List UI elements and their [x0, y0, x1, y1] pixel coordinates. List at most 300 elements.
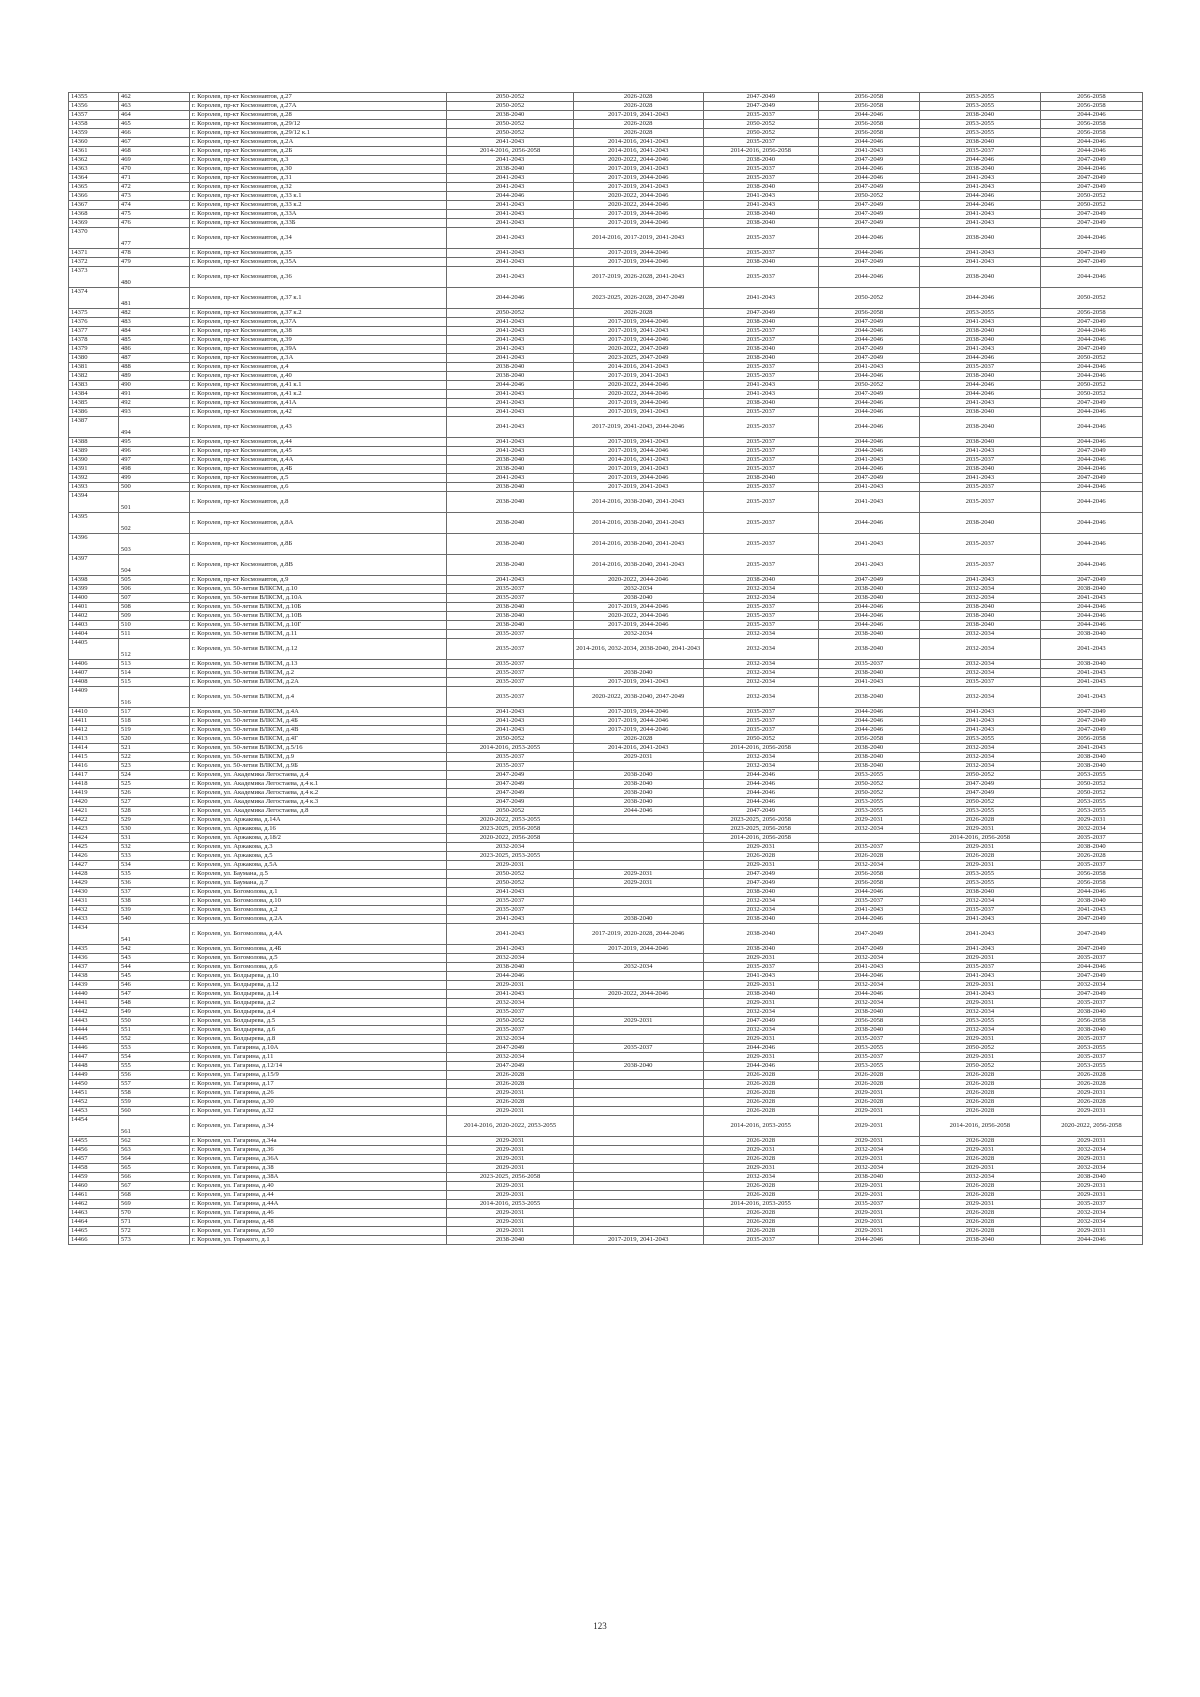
period-6-cell: 2044-2046 [1040, 336, 1142, 345]
address-cell: г. Королев, ул. Академика Легостаева, д.4 к.3 [189, 798, 446, 807]
address-cell: г. Королев, пр-кт Космонавтов, д.45 [189, 447, 446, 456]
period-5-cell: 2047-2049 [919, 789, 1040, 798]
address-cell: г. Королев, пр-кт Космонавтов, д.42 [189, 408, 446, 417]
period-6-cell: 2035-2037 [1040, 999, 1142, 1008]
table-row [69, 555, 1143, 576]
period-3-cell: 2035-2037 [703, 417, 818, 438]
table-row [69, 156, 1143, 165]
period-3-cell: 2032-2034 [703, 594, 818, 603]
period-5-cell: 2035-2037 [919, 456, 1040, 465]
table-row [69, 354, 1143, 363]
period-2-cell: 2017-2019, 2044-2046 [573, 219, 703, 228]
period-5-cell: 2032-2034 [919, 687, 1040, 708]
period-2-cell: 2017-2019, 2041-2043 [573, 372, 703, 381]
row-index-cell: 14453 [69, 1107, 119, 1116]
period-3-cell: 2029-2031 [703, 954, 818, 963]
period-2-cell [573, 972, 703, 981]
period-5-cell: 2035-2037 [919, 147, 1040, 156]
row-index-cell: 14374 [69, 288, 119, 309]
table-row [69, 1107, 1143, 1116]
address-cell: г. Королев, пр-кт Космонавтов, д.8А [189, 513, 446, 534]
period-4-cell: 2053-2055 [818, 771, 919, 780]
address-cell: г. Королев, пр-кт Космонавтов, д.41А [189, 399, 446, 408]
period-1-cell: 2035-2037 [447, 630, 573, 639]
table-row [69, 735, 1143, 744]
period-5-cell: 2047-2049 [919, 780, 1040, 789]
period-1-cell: 2029-2031 [447, 861, 573, 870]
period-4-cell: 2044-2046 [818, 447, 919, 456]
object-number-cell: 560 [118, 1107, 189, 1116]
period-3-cell: 2026-2028 [703, 1089, 818, 1098]
period-3-cell: 2026-2028 [703, 1137, 818, 1146]
table-row [69, 660, 1143, 669]
period-1-cell: 2041-2043 [447, 915, 573, 924]
period-2-cell: 2038-2040 [573, 915, 703, 924]
period-1-cell: 2032-2034 [447, 1035, 573, 1044]
table-row [69, 963, 1143, 972]
period-6-cell: 2035-2037 [1040, 1200, 1142, 1209]
period-5-cell: 2035-2037 [919, 963, 1040, 972]
period-6-cell: 2029-2031 [1040, 1182, 1142, 1191]
period-1-cell: 2014-2016, 2053-2055 [447, 1200, 573, 1209]
period-3-cell: 2035-2037 [703, 717, 818, 726]
address-cell: г. Королев, ул. 50-летия ВЛКСМ, д.11 [189, 630, 446, 639]
row-index-cell: 14390 [69, 456, 119, 465]
address-cell: г. Королев, ул. 50-летия ВЛКСМ, д.2 [189, 669, 446, 678]
period-3-cell: 2041-2043 [703, 192, 818, 201]
period-4-cell: 2029-2031 [818, 1089, 919, 1098]
period-4-cell: 2038-2040 [818, 639, 919, 660]
period-5-cell: 2053-2055 [919, 129, 1040, 138]
period-2-cell: 2017-2019, 2044-2046 [573, 399, 703, 408]
period-5-cell: 2038-2040 [919, 888, 1040, 897]
period-1-cell: 2038-2040 [447, 1236, 573, 1245]
period-1-cell: 2041-2043 [447, 354, 573, 363]
period-3-cell: 2047-2049 [703, 1017, 818, 1026]
period-1-cell: 2041-2043 [447, 267, 573, 288]
period-6-cell: 2041-2043 [1040, 744, 1142, 753]
period-5-cell: 2041-2043 [919, 726, 1040, 735]
row-index-cell: 14439 [69, 981, 119, 990]
row-index-cell: 14450 [69, 1080, 119, 1089]
row-index-cell: 14369 [69, 219, 119, 228]
period-6-cell: 2047-2049 [1040, 924, 1142, 945]
period-5-cell: 2041-2043 [919, 210, 1040, 219]
object-number-cell: 484 [118, 327, 189, 336]
period-5-cell: 2038-2040 [919, 438, 1040, 447]
address-cell: г. Королев, ул. Болдырева, д.4 [189, 1008, 446, 1017]
table-row [69, 318, 1143, 327]
table-row [69, 621, 1143, 630]
period-3-cell: 2035-2037 [703, 1236, 818, 1245]
period-5-cell: 2014-2016, 2056-2058 [919, 1116, 1040, 1137]
period-2-cell: 2020-2022, 2044-2046 [573, 156, 703, 165]
table-row [69, 753, 1143, 762]
period-5-cell: 2035-2037 [919, 483, 1040, 492]
table-row [69, 534, 1143, 555]
period-5-cell: 2044-2046 [919, 201, 1040, 210]
period-1-cell: 2032-2034 [447, 999, 573, 1008]
period-3-cell: 2035-2037 [703, 483, 818, 492]
address-cell: г. Королев, пр-кт Космонавтов, д.35А [189, 258, 446, 267]
table-row [69, 669, 1143, 678]
period-6-cell: 2038-2040 [1040, 1008, 1142, 1017]
object-number-cell: 479 [118, 258, 189, 267]
period-1-cell: 2050-2052 [447, 93, 573, 102]
period-2-cell: 2026-2028 [573, 102, 703, 111]
period-3-cell: 2026-2028 [703, 1098, 818, 1107]
period-5-cell: 2029-2031 [919, 861, 1040, 870]
row-index-cell: 14399 [69, 585, 119, 594]
object-number-cell: 506 [118, 585, 189, 594]
period-4-cell: 2032-2034 [818, 981, 919, 990]
period-6-cell: 2032-2034 [1040, 1209, 1142, 1218]
table-row [69, 408, 1143, 417]
period-5-cell: 2053-2055 [919, 735, 1040, 744]
table-row [69, 174, 1143, 183]
period-6-cell: 2044-2046 [1040, 612, 1142, 621]
row-index-cell: 14420 [69, 798, 119, 807]
object-number-cell: 515 [118, 678, 189, 687]
period-4-cell: 2053-2055 [818, 807, 919, 816]
period-4-cell: 2029-2031 [818, 1227, 919, 1236]
period-3-cell: 2035-2037 [703, 603, 818, 612]
address-cell: г. Королев, пр-кт Космонавтов, д.43 [189, 417, 446, 438]
address-cell: г. Королев, ул. 50-летия ВЛКСМ, д.12 [189, 639, 446, 660]
period-2-cell: 2038-2040 [573, 771, 703, 780]
period-1-cell: 2041-2043 [447, 249, 573, 258]
row-index-cell: 14454 [69, 1116, 119, 1137]
period-3-cell: 2038-2040 [703, 210, 818, 219]
table-row [69, 438, 1143, 447]
period-6-cell: 2026-2028 [1040, 1080, 1142, 1089]
period-6-cell: 2047-2049 [1040, 708, 1142, 717]
period-5-cell: 2041-2043 [919, 924, 1040, 945]
period-4-cell: 2044-2046 [818, 249, 919, 258]
period-4-cell: 2056-2058 [818, 93, 919, 102]
address-cell: г. Королев, пр-кт Космонавтов, д.4А [189, 456, 446, 465]
row-index-cell: 14466 [69, 1236, 119, 1245]
table-row [69, 1227, 1143, 1236]
period-1-cell: 2050-2052 [447, 807, 573, 816]
period-2-cell: 2020-2022, 2044-2046 [573, 192, 703, 201]
table-row [69, 861, 1143, 870]
period-5-cell: 2029-2031 [919, 825, 1040, 834]
address-cell: г. Королев, пр-кт Космонавтов, д.4 [189, 363, 446, 372]
address-cell: г. Королев, ул. 50-летия ВЛКСМ, д.13 [189, 660, 446, 669]
period-6-cell: 2041-2043 [1040, 639, 1142, 660]
period-3-cell: 2041-2043 [703, 288, 818, 309]
object-number-cell: 498 [118, 465, 189, 474]
period-2-cell: 2014-2016, 2032-2034, 2038-2040, 2041-2043 [573, 639, 703, 660]
period-6-cell: 2044-2046 [1040, 555, 1142, 576]
period-6-cell: 2026-2028 [1040, 1071, 1142, 1080]
row-index-cell: 14385 [69, 399, 119, 408]
period-2-cell: 2017-2019, 2044-2046 [573, 603, 703, 612]
period-4-cell: 2029-2031 [818, 1155, 919, 1164]
period-5-cell: 2026-2028 [919, 816, 1040, 825]
period-5-cell: 2038-2040 [919, 603, 1040, 612]
address-cell: г. Королев, ул. Аржакова, д.16 [189, 825, 446, 834]
period-3-cell: 2035-2037 [703, 465, 818, 474]
row-index-cell: 14441 [69, 999, 119, 1008]
period-6-cell: 2041-2043 [1040, 687, 1142, 708]
row-index-cell: 14382 [69, 372, 119, 381]
row-index-cell: 14464 [69, 1218, 119, 1227]
period-4-cell: 2047-2049 [818, 924, 919, 945]
period-3-cell: 2032-2034 [703, 678, 818, 687]
period-4-cell: 2050-2052 [818, 288, 919, 309]
period-4-cell: 2026-2028 [818, 1080, 919, 1089]
period-6-cell: 2047-2049 [1040, 474, 1142, 483]
period-6-cell: 2044-2046 [1040, 165, 1142, 174]
period-6-cell: 2044-2046 [1040, 456, 1142, 465]
table-row [69, 879, 1143, 888]
address-cell: г. Королев, пр-кт Космонавтов, д.39А [189, 345, 446, 354]
period-6-cell: 2056-2058 [1040, 93, 1142, 102]
table-row [69, 1071, 1143, 1080]
table-row [69, 183, 1143, 192]
period-5-cell: 2038-2040 [919, 408, 1040, 417]
period-1-cell: 2041-2043 [447, 708, 573, 717]
period-4-cell: 2032-2034 [818, 1146, 919, 1155]
period-6-cell: 2026-2028 [1040, 1098, 1142, 1107]
object-number-cell: 565 [118, 1164, 189, 1173]
object-number-cell: 471 [118, 174, 189, 183]
address-cell: г. Королев, ул. Болдырева, д.12 [189, 981, 446, 990]
period-6-cell: 2038-2040 [1040, 762, 1142, 771]
period-6-cell: 2041-2043 [1040, 594, 1142, 603]
table-row [69, 192, 1143, 201]
row-index-cell: 14436 [69, 954, 119, 963]
object-number-cell: 507 [118, 594, 189, 603]
row-index-cell: 14465 [69, 1227, 119, 1236]
period-1-cell: 2041-2043 [447, 474, 573, 483]
period-2-cell: 2017-2019, 2044-2046 [573, 621, 703, 630]
period-2-cell: 2026-2028 [573, 93, 703, 102]
table-row [69, 456, 1143, 465]
period-1-cell: 2038-2040 [447, 456, 573, 465]
address-cell: г. Королев, ул. Гагарина, д.34 [189, 1116, 446, 1137]
address-cell: г. Королев, ул. Гагарина, д.36А [189, 1155, 446, 1164]
period-1-cell: 2044-2046 [447, 381, 573, 390]
period-2-cell: 2029-2031 [573, 879, 703, 888]
address-cell: г. Королев, ул. Аржакова, д.18/2 [189, 834, 446, 843]
row-index-cell: 14418 [69, 780, 119, 789]
period-1-cell: 2041-2043 [447, 408, 573, 417]
period-4-cell: 2035-2037 [818, 843, 919, 852]
address-cell: г. Королев, ул. Академика Легостаева, д.4 к.1 [189, 780, 446, 789]
period-1-cell: 2041-2043 [447, 447, 573, 456]
period-3-cell: 2014-2016, 2056-2058 [703, 147, 818, 156]
period-1-cell: 2026-2028 [447, 1098, 573, 1107]
address-cell: г. Королев, пр-кт Космонавтов, д.27 [189, 93, 446, 102]
table-row [69, 399, 1143, 408]
period-1-cell: 2032-2034 [447, 843, 573, 852]
table-row [69, 744, 1143, 753]
period-2-cell: 2020-2022, 2044-2046 [573, 612, 703, 621]
period-1-cell: 2026-2028 [447, 1080, 573, 1089]
table-row [69, 336, 1143, 345]
period-1-cell: 2035-2037 [447, 678, 573, 687]
object-number-cell: 563 [118, 1146, 189, 1155]
period-3-cell: 2032-2034 [703, 753, 818, 762]
address-cell: г. Королев, ул. Гагарина, д.17 [189, 1080, 446, 1089]
period-6-cell: 2056-2058 [1040, 1017, 1142, 1026]
object-number-cell: 569 [118, 1200, 189, 1209]
row-index-cell: 14426 [69, 852, 119, 861]
period-6-cell: 2047-2049 [1040, 399, 1142, 408]
period-1-cell: 2044-2046 [447, 192, 573, 201]
object-number-cell: 496 [118, 447, 189, 456]
period-6-cell: 2032-2034 [1040, 825, 1142, 834]
period-5-cell: 2038-2040 [919, 165, 1040, 174]
period-2-cell [573, 1107, 703, 1116]
address-cell: г. Королев, ул. Гагарина, д.11 [189, 1053, 446, 1062]
object-number-cell: 486 [118, 345, 189, 354]
period-3-cell: 2050-2052 [703, 120, 818, 129]
object-number-cell: 557 [118, 1080, 189, 1089]
period-4-cell: 2044-2046 [818, 708, 919, 717]
period-6-cell: 2044-2046 [1040, 417, 1142, 438]
period-1-cell: 2041-2043 [447, 318, 573, 327]
period-5-cell: 2029-2031 [919, 1035, 1040, 1044]
row-index-cell: 14372 [69, 258, 119, 267]
period-4-cell: 2041-2043 [818, 678, 919, 687]
period-6-cell: 2044-2046 [1040, 465, 1142, 474]
period-6-cell: 2047-2049 [1040, 210, 1142, 219]
period-6-cell: 2044-2046 [1040, 408, 1142, 417]
table-row [69, 999, 1143, 1008]
period-1-cell: 2038-2040 [447, 621, 573, 630]
row-index-cell: 14443 [69, 1017, 119, 1026]
table-row [69, 492, 1143, 513]
table-row [69, 1209, 1143, 1218]
period-6-cell: 2050-2052 [1040, 354, 1142, 363]
period-3-cell: 2032-2034 [703, 669, 818, 678]
row-index-cell: 14447 [69, 1053, 119, 1062]
period-6-cell: 2020-2022, 2056-2058 [1040, 1116, 1142, 1137]
period-6-cell: 2050-2052 [1040, 390, 1142, 399]
row-index-cell: 14451 [69, 1089, 119, 1098]
object-number-cell: 473 [118, 192, 189, 201]
period-4-cell: 2047-2049 [818, 201, 919, 210]
period-2-cell: 2020-2022, 2044-2046 [573, 990, 703, 999]
period-3-cell: 2032-2034 [703, 585, 818, 594]
period-3-cell: 2032-2034 [703, 906, 818, 915]
table-row [69, 288, 1143, 309]
period-3-cell: 2014-2016, 2056-2058 [703, 834, 818, 843]
period-4-cell: 2032-2034 [818, 1164, 919, 1173]
object-number-cell: 551 [118, 1026, 189, 1035]
table-row [69, 129, 1143, 138]
period-3-cell: 2035-2037 [703, 726, 818, 735]
period-2-cell: 2017-2019, 2044-2046 [573, 174, 703, 183]
period-2-cell [573, 1089, 703, 1098]
period-6-cell: 2038-2040 [1040, 843, 1142, 852]
period-1-cell: 2029-2031 [447, 1209, 573, 1218]
object-number-cell: 517 [118, 708, 189, 717]
period-2-cell: 2038-2040 [573, 669, 703, 678]
period-1-cell: 2050-2052 [447, 309, 573, 318]
period-4-cell: 2044-2046 [818, 174, 919, 183]
object-number-cell: 553 [118, 1044, 189, 1053]
table-row [69, 1062, 1143, 1071]
address-cell: г. Королев, ул. Богомолова, д.10 [189, 897, 446, 906]
address-cell: г. Королев, пр-кт Космонавтов, д.30 [189, 165, 446, 174]
table-row [69, 924, 1143, 945]
period-4-cell: 2044-2046 [818, 621, 919, 630]
row-index-cell: 14455 [69, 1137, 119, 1146]
object-number-cell: 552 [118, 1035, 189, 1044]
table-row [69, 603, 1143, 612]
period-3-cell: 2035-2037 [703, 228, 818, 249]
period-1-cell: 2044-2046 [447, 288, 573, 309]
period-1-cell: 2041-2043 [447, 183, 573, 192]
table-body [69, 93, 1143, 1245]
period-4-cell: 2044-2046 [818, 267, 919, 288]
object-number-cell: 509 [118, 612, 189, 621]
object-number-cell: 467 [118, 138, 189, 147]
row-index-cell: 14403 [69, 621, 119, 630]
period-5-cell: 2041-2043 [919, 945, 1040, 954]
address-cell: г. Королев, ул. Академика Легостаева, д.8 [189, 807, 446, 816]
period-3-cell: 2032-2034 [703, 1173, 818, 1182]
period-1-cell: 2014-2016, 2053-2055 [447, 744, 573, 753]
row-index-cell: 14377 [69, 327, 119, 336]
period-6-cell: 2038-2040 [1040, 1173, 1142, 1182]
period-5-cell: 2041-2043 [919, 318, 1040, 327]
object-number-cell: 562 [118, 1137, 189, 1146]
period-3-cell: 2035-2037 [703, 267, 818, 288]
period-1-cell: 2038-2040 [447, 603, 573, 612]
address-cell: г. Королев, ул. 50-летия ВЛКСМ, д.9Б [189, 762, 446, 771]
address-cell: г. Королев, ул. Гагарина, д.32 [189, 1107, 446, 1116]
period-1-cell: 2029-2031 [447, 1191, 573, 1200]
address-cell: г. Королев, пр-кт Космонавтов, д.29/12 к.1 [189, 129, 446, 138]
period-1-cell: 2050-2052 [447, 1017, 573, 1026]
period-6-cell: 2038-2040 [1040, 585, 1142, 594]
address-cell: г. Королев, пр-кт Космонавтов, д.37 к.2 [189, 309, 446, 318]
period-6-cell: 2032-2034 [1040, 1218, 1142, 1227]
address-cell: г. Королев, ул. 50-летия ВЛКСМ, д.2А [189, 678, 446, 687]
row-index-cell: 14424 [69, 834, 119, 843]
period-1-cell: 2050-2052 [447, 879, 573, 888]
period-3-cell: 2041-2043 [703, 201, 818, 210]
address-cell: г. Королев, пр-кт Космонавтов, д.4Б [189, 465, 446, 474]
period-5-cell: 2032-2034 [919, 1026, 1040, 1035]
period-5-cell: 2053-2055 [919, 102, 1040, 111]
period-4-cell: 2056-2058 [818, 1017, 919, 1026]
row-index-cell: 14384 [69, 390, 119, 399]
period-5-cell: 2038-2040 [919, 513, 1040, 534]
period-6-cell: 2044-2046 [1040, 111, 1142, 120]
row-index-cell: 14381 [69, 363, 119, 372]
period-6-cell: 2035-2037 [1040, 861, 1142, 870]
table-row [69, 363, 1143, 372]
row-index-cell: 14398 [69, 576, 119, 585]
period-5-cell: 2041-2043 [919, 249, 1040, 258]
period-3-cell: 2035-2037 [703, 447, 818, 456]
period-2-cell: 2020-2022, 2038-2040, 2047-2049 [573, 687, 703, 708]
period-5-cell: 2044-2046 [919, 381, 1040, 390]
period-1-cell: 2038-2040 [447, 465, 573, 474]
period-2-cell: 2014-2016, 2038-2040, 2041-2043 [573, 513, 703, 534]
row-index-cell: 14375 [69, 309, 119, 318]
period-3-cell: 2026-2028 [703, 1107, 818, 1116]
period-6-cell: 2038-2040 [1040, 1026, 1142, 1035]
period-4-cell: 2032-2034 [818, 999, 919, 1008]
